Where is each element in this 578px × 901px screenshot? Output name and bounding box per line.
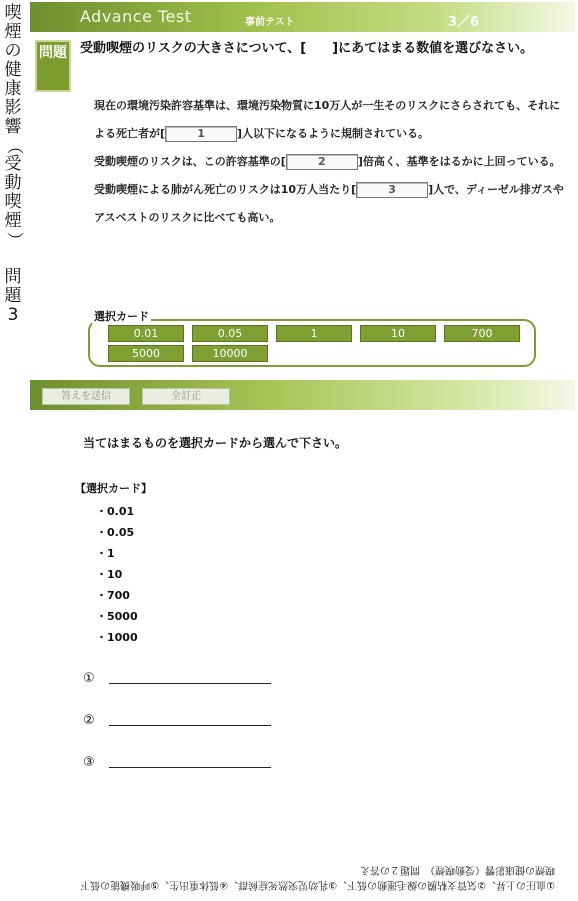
- action-bar: [30, 380, 575, 410]
- choice-card[interactable]: 0.05: [192, 325, 268, 342]
- vertical-title-char: の: [4, 41, 22, 61]
- choice-card[interactable]: 10000: [192, 345, 268, 362]
- worksheet-option: ・1000: [96, 631, 138, 644]
- vertical-title-char: 喫: [4, 192, 22, 212]
- vertical-title-char: 康: [4, 79, 22, 99]
- worksheet-option: ・0.05: [96, 526, 135, 539]
- quiz-window: [30, 2, 575, 410]
- question-badge: [35, 40, 71, 92]
- answer-label-2: ②: [83, 713, 95, 728]
- worksheet-option: ・700: [96, 589, 130, 602]
- vertical-title-char: 動: [4, 173, 22, 193]
- worksheet-option: ・1: [96, 547, 115, 560]
- answer-line-3[interactable]: [109, 767, 271, 768]
- answer-label-1: ①: [83, 671, 95, 686]
- paragraph-1: 現在の環境汚染許容基準は、環境汚染物質に10万人が一生そのリスクにさらされても、それによる死亡者が[ 1 ]人以下になるように規制されている。: [94, 99, 561, 140]
- choice-card[interactable]: 700: [444, 325, 520, 342]
- worksheet-instruction: 当てはまるものを選択カードから選んで下さい。: [83, 436, 348, 450]
- vertical-title-char: 煙: [4, 22, 22, 42]
- choice-card-legend: 選択カード: [94, 310, 149, 323]
- paragraph-2: 受動喫煙のリスクは、この許容基準の[ 2 ]倍高く、基準をはるかに上回っている。: [94, 155, 561, 168]
- reset-all-button[interactable]: 全訂正: [142, 388, 230, 405]
- header-bar: [30, 2, 575, 32]
- footer-answer-list: ①血圧の上昇、②気管支粘膜の線毛運動の低下、③乳幼児突然死症候群、④低体重出生、⑤呼吸機能の低下: [80, 879, 555, 890]
- answer-line-2[interactable]: [109, 725, 271, 726]
- answer-line-1[interactable]: [109, 683, 271, 684]
- worksheet-option: ・5000: [96, 610, 138, 623]
- paragraph-3: 受動喫煙による肺がん死亡のリスクは10万人当たり[ 3 ]人で、ディーゼル排ガスやアスベストのリスクに比べても高い。: [94, 183, 564, 224]
- vertical-title-char: 健: [4, 60, 22, 80]
- choice-card[interactable]: 5000: [108, 345, 184, 362]
- choice-card[interactable]: 0.01: [108, 325, 184, 342]
- question-progress: 3／6: [448, 15, 480, 30]
- upside-down-footer: [35, 862, 555, 892]
- vertical-title-char: 受: [4, 154, 22, 174]
- vertical-title-char: [2, 249, 24, 268]
- worksheet-option: ・10: [96, 568, 123, 581]
- footer-answer-title: 喫煙の健康影響（受動喫煙） 問題２の答え: [360, 864, 555, 875]
- worksheet-card-header: 【選択カード】: [75, 482, 152, 495]
- vertical-title-char: ）: [4, 231, 24, 249]
- question-body: [94, 92, 564, 232]
- answer-slot-1[interactable]: 1: [165, 126, 237, 142]
- answer-slot-3[interactable]: 3: [356, 182, 428, 198]
- vertical-title-char: 響: [4, 117, 22, 137]
- vertical-title-char: 煙: [4, 211, 22, 231]
- vertical-title-char: 喫: [4, 3, 22, 23]
- worksheet-option: ・0.01: [96, 505, 135, 518]
- vertical-title-char: 問: [4, 267, 22, 287]
- submit-answer-button[interactable]: 答えを送信: [42, 388, 130, 405]
- choice-card[interactable]: 10: [360, 325, 436, 342]
- app-title: Advance Test: [80, 7, 192, 26]
- vertical-title-char: 題: [4, 286, 22, 306]
- answer-slot-2[interactable]: 2: [286, 154, 358, 170]
- answer-label-3: ③: [83, 755, 95, 770]
- vertical-page-title: [2, 4, 24, 325]
- question-text: 受動喫煙のリスクの大きさについて、[ ]にあてはまる数値を選びなさい。: [80, 41, 534, 56]
- choice-card[interactable]: 1: [276, 325, 352, 342]
- question-badge-label: 問題: [39, 45, 67, 61]
- vertical-title-char: 3: [7, 305, 19, 325]
- vertical-title-char: 影: [4, 98, 22, 118]
- app-subtitle: 事前テスト: [245, 17, 295, 28]
- vertical-title-char: （: [4, 137, 24, 155]
